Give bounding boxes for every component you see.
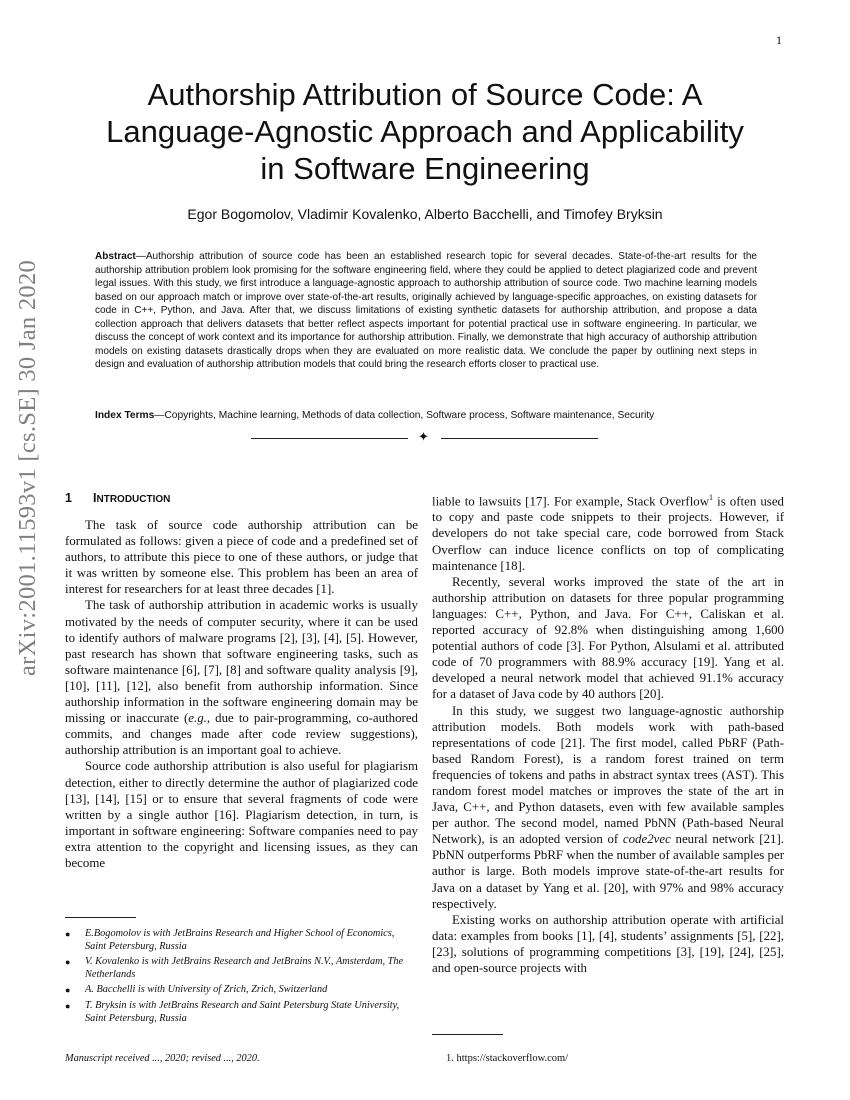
index-terms <box>95 409 757 423</box>
separator-rule-right <box>441 438 598 439</box>
affiliation-item <box>65 984 418 997</box>
paragraph: The task of source code authorship attribution can be formulated as follows: given a piece of code and a predefined set of authors, to attribute this piece to one of these authors, or judge that it was written by someone else. This problem has been an area of interest for researchers for at least three decades [1]. <box>65 518 418 597</box>
paragraph <box>432 703 784 912</box>
paragraph: Existing works on authorship attribution operate with artificial data: examples from books [1], [4], students’ assignments [5], [22], [23], solutions of programming competitions [3], [19], [24], [25], and open-source projects with <box>432 912 784 976</box>
index-terms-label: Index Terms <box>95 410 155 421</box>
arxiv-stamp: arXiv:2001.11593v1 [cs.SE] 30 Jan 2020 <box>14 259 41 676</box>
paragraph-text: In this study, we suggest two language-agnostic authorship attribution models. Both models work with path-based representations of code [21]. The first model, called PbRF (Path-based Random Forest), is a random forest trained on term frequencies of tokens and paths in abstract syntax trees (AST). This random forest model matches or improves the state of the art in Java, C++, and Python datasets, even with few available samples per author. The second model, named PbNN (Path-based Neural Network), is an adopted version of <box>432 703 784 847</box>
bullet-icon: ● <box>65 957 71 968</box>
affiliation-text: E.Bogomolov is with JetBrains Research and Higher School of Economics, Saint Petersburg, Russia <box>85 928 395 952</box>
title-line-1: Authorship Attribution of Source Code: A <box>147 77 703 112</box>
affiliation-item <box>65 928 418 953</box>
footnote-rule-left <box>65 917 136 918</box>
title-line-3: in Software Engineering <box>260 151 590 186</box>
abstract-text: —Authorship attribution of source code has been an established research topic for several decades. State-of-the-art results for the authorship attribution problem look promising for the software engineering field, where they could be applied to detect plagiarized code and prevent legal issues. With this study, we first introduce a language-agnostic approach to authorship attribution of source code. Two machine learning models based on our approach match or improve over state-of-the-art results, originally achieved by language-specific approaches, on existing datasets for code in C++, Python, and Java. After that, we discuss limitations of existing synthetic datasets for authorship attribution, and propose a data collection approach that delivers datasets that better reflect aspects important for potential practical use in software engineering. In particular, we discuss the concept of work context and its importance for authorship attribution. Finally, we demonstrate that high accuracy of authorship attribution models on existing datasets drastically drops when they are evaluated on more realistic data. We conclude the paper by outlining next steps in design and evaluation of authorship attribution models that could bring the research efforts closer to practical use. <box>95 251 757 370</box>
left-column <box>65 490 418 871</box>
page-number: 1 <box>776 36 783 47</box>
author-list: Egor Bogomolov, Vladimir Kovalenko, Alberto Bacchelli, and Timofey Bryksin <box>187 206 663 222</box>
section-title-rest: NTRODUCTION <box>96 494 171 505</box>
manuscript-note: Manuscript received ..., 2020; revised ..., 2020. <box>65 1053 260 1064</box>
bullet-icon: ● <box>65 985 71 996</box>
paragraph <box>65 597 418 758</box>
paragraph-text: is often used to copy and paste code snippets to their projects. However, if developers do not take special care, code borrowed from Stack Overflow can induce licence conflicts on top of complicating maintenance [18]. <box>432 494 784 573</box>
right-column <box>432 490 784 976</box>
model-name-code2vec: code2vec <box>622 832 671 847</box>
affiliation-item <box>65 1000 418 1025</box>
paragraph: Recently, several works improved the state of the art in authorship attribution on datasets for three popular programming languages: C++, Python, and Java. For C++, Caliskan et al. reported accuracy of 92.8% when distinguishing among 1,600 potential authors of code [3]. For Python, Alsulami et al. attributed code of 70 programmers with 88.9% accuracy [19]. Yang et al. developed a neural network model that achieved 91.1% accuracy for a dataset of Java code by 40 authors [20]. <box>432 574 784 702</box>
bullet-icon: ● <box>65 1000 71 1011</box>
section-title-initial: I <box>93 491 97 505</box>
abstract <box>95 250 757 372</box>
affiliation-text: T. Bryksin is with JetBrains Research and Saint Petersburg State University, Saint Petersburg, Russia <box>85 999 400 1024</box>
title-line-2: Language-Agnostic Approach and Applicability <box>106 114 744 149</box>
affiliation-list <box>65 928 418 1028</box>
paragraph-text: , due to pair-programming, co-authored commits, and changes made after code review suggestions), authorship attribution is an important goal to achieve. <box>65 711 418 758</box>
paragraph-text: liable to lawsuits [17]. For example, Stack Overflow <box>432 494 710 509</box>
abstract-label: Abstract <box>95 251 136 262</box>
index-terms-text: —Copyrights, Machine learning, Methods of data collection, Software process, Software maintenance, Security <box>154 410 655 421</box>
footnote-mark: 1 <box>709 493 714 502</box>
paragraph-text: The task of authorship attribution in academic works is usually motivated by the needs of computer security, where it can be used to identify authors of malware programs [2], [3], [4], [5]. However, past research has shown that software engineering tasks, such as software maintenance [6], [7], [8] and software quality analysis [9], [10], [11], [12], also benefit from authorship information. Since authorship information in the software engineering domain may be missing or inaccurate ( <box>65 598 418 726</box>
affiliation-text: A. Bacchelli is with University of Zrich, Zrich, Switzerland <box>85 984 328 996</box>
footnote-rule-right <box>432 1034 503 1035</box>
section-heading <box>65 490 418 508</box>
section-number: 1 <box>65 491 72 505</box>
paper-title <box>60 76 790 187</box>
affiliation-text: V. Kovalenko is with JetBrains Research and JetBrains N.V., Amsterdam, The Netherlands <box>85 956 404 980</box>
footnote-url: 1. https://stackoverflow.com/ <box>446 1053 569 1064</box>
paragraph <box>432 490 784 574</box>
bullet-icon: ● <box>65 929 71 939</box>
abbreviation-eg: e.g. <box>188 711 207 726</box>
separator-rule-left <box>251 438 408 439</box>
separator-diamond-icon: ✦ <box>418 430 429 445</box>
affiliation-item <box>65 956 418 981</box>
paragraph: Source code authorship attribution is also useful for plagiarism detection, either to directly determine the author of plagiarized code [13], [14], [15] or to ensure that several fragments of code were written by a single author [16]. Plagiarism detection, in turn, is important in software engineering: Software companies need to pay extra attention to the copyright and licensing issues, as they can become <box>65 759 418 870</box>
paragraph-text: neural network [21]. PbNN outperforms PbRF when the number of available samples per author is large. Both models improve state-of-the-art results for Java on a dataset by Yang et al. [20], with 97% and 98% accuracy respectively. <box>432 832 784 911</box>
